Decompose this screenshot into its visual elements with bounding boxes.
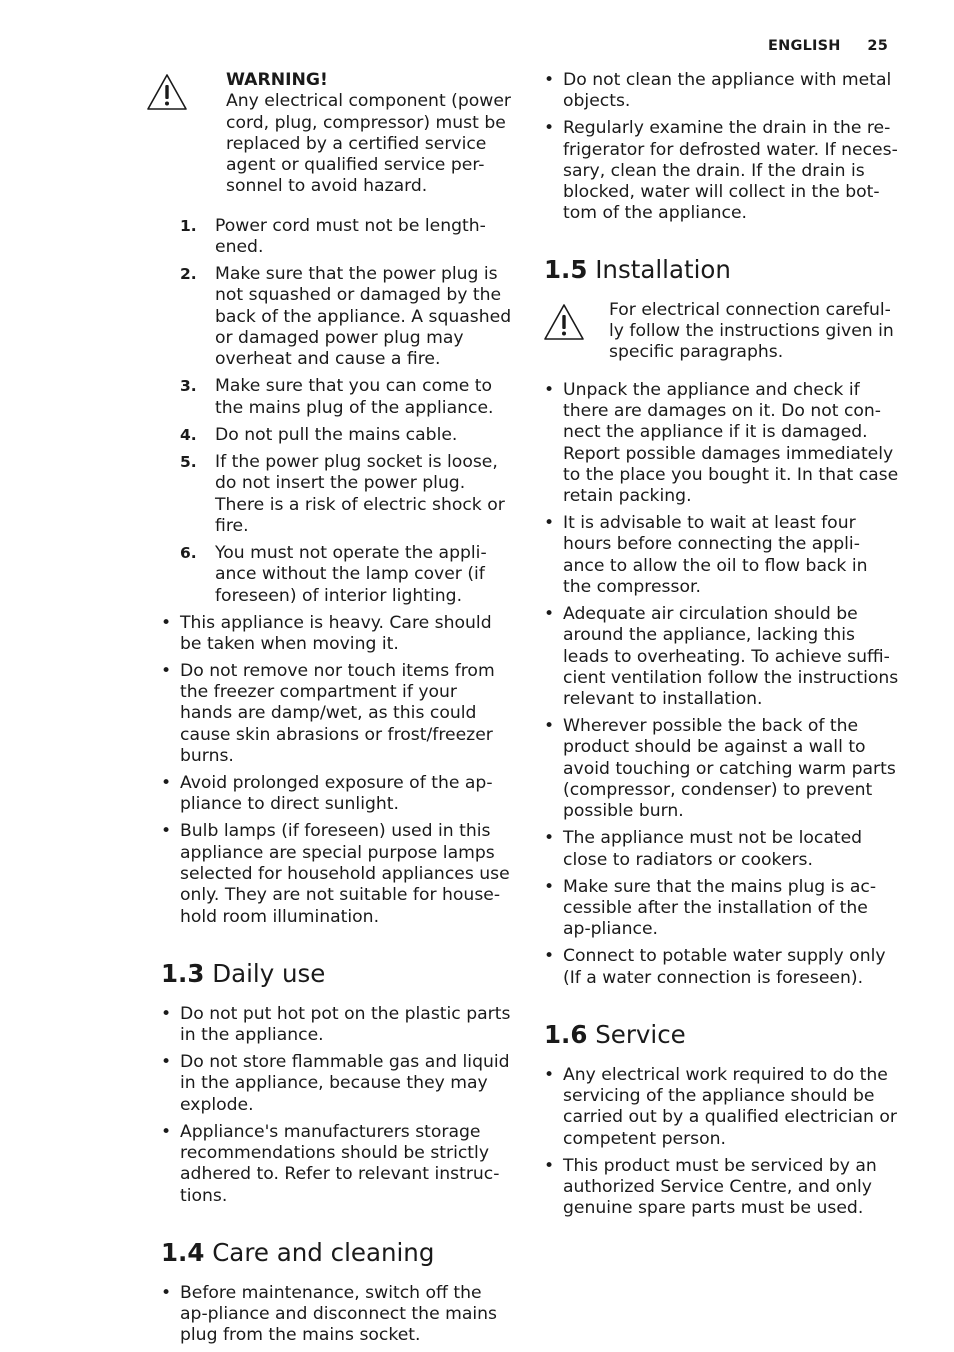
item-text: The appliance must not be located close to radiators or cookers.: [563, 828, 863, 870]
section-title: Daily use: [212, 958, 326, 988]
list-item: [146, 216, 512, 259]
item-text: You must not operate the appli-ance without the lamp cover (if foreseen) of interior lighting.: [215, 542, 487, 606]
bullet-icon: •: [544, 513, 555, 534]
list-item: [146, 264, 512, 370]
bullet-icon: •: [544, 876, 555, 897]
list-item: [146, 773, 512, 816]
item-text: Any electrical work required to do the servicing of the appliance should be carried out by a qualified electrician or competent person.: [563, 1064, 897, 1149]
item-text: Do not pull the mains cable.: [215, 424, 458, 445]
list-item: [543, 118, 899, 224]
list-item: [543, 70, 899, 113]
bullet-icon: •: [161, 1052, 172, 1073]
item-text: Bulb lamps (if foreseen) used in this appliance are special purpose lamps selected for household appliances use only. They are not suitable for house-hold room illumination.: [180, 821, 510, 927]
bullet-icon: •: [161, 773, 172, 794]
item-text: Regularly examine the drain in the re-frigerator for defrosted water. If neces-sary, clean the drain. If the drain is blocked, water will collect in the bot-tom of the appliance.: [563, 118, 898, 224]
numbered-list: [146, 216, 512, 607]
bullet-icon: •: [161, 1003, 172, 1024]
list-item: [543, 604, 899, 710]
left-column: [146, 70, 512, 1352]
bullet-list: [543, 380, 899, 989]
item-text: Do not remove nor touch items from the freezer compartment if your hands are damp/wet, as this could cause skin abrasions or frost/freezer burns.: [180, 660, 495, 767]
section-title: Installation: [595, 254, 731, 284]
bullet-icon: •: [544, 70, 555, 90]
item-text: Wherever possible the back of the product should be against a wall to avoid touching or catching warm parts (compressor, condenser) to prevent possible burn.: [563, 716, 896, 822]
section-heading-service: [544, 1020, 899, 1050]
section-title: Care and cleaning: [212, 1237, 435, 1267]
section-number: 1.6: [544, 1019, 588, 1049]
item-text: This appliance is heavy. Care should be taken when moving it.: [180, 612, 492, 654]
caution-text: For electrical connection careful-ly follow the instructions given in specific paragraphs.: [609, 299, 894, 363]
list-item: [543, 513, 899, 598]
item-number: 6.: [180, 543, 197, 562]
item-number: 2.: [180, 265, 197, 284]
list-item: [146, 543, 512, 607]
list-item: [146, 452, 512, 537]
item-text: Power cord must not be length-ened.: [215, 215, 486, 258]
item-number: 5.: [180, 452, 197, 471]
section-heading-daily-use: [161, 959, 512, 989]
bullet-icon: •: [161, 821, 172, 842]
section-number: 1.4: [161, 1237, 205, 1267]
item-text: Do not put hot pot on the plastic parts in the appliance.: [180, 1003, 511, 1046]
item-text: Before maintenance, switch off the ap-pliance and disconnect the mains plug from the mains socket.: [180, 1282, 498, 1346]
caution-box: [543, 300, 899, 364]
list-item: [146, 1122, 512, 1207]
item-text: Connect to potable water supply only (If a water connection is foreseen).: [563, 946, 886, 988]
bullet-list: [543, 1065, 899, 1220]
language-label: ENGLISH: [768, 38, 841, 54]
item-number: 4.: [180, 425, 197, 444]
right-column: [543, 70, 899, 1225]
warning-triangle-icon: [146, 73, 188, 111]
list-item: [543, 716, 899, 822]
list-item: [146, 1004, 512, 1047]
warning-text: Any electrical component (power cord, plug, compressor) must be replaced by a certified service agent or qualified service per-sonnel to avoid hazard.: [226, 91, 511, 197]
item-text: It is advisable to wait at least four hours before connecting the appli-ance to allow the oil to flow back in the compressor.: [563, 513, 868, 598]
bullet-icon: •: [161, 660, 172, 681]
item-text: If the power plug socket is loose, do not insert the power plug. There is a risk of electric shock or fire.: [215, 451, 505, 536]
bullet-icon: •: [544, 828, 555, 849]
section-heading-installation: [544, 255, 899, 285]
list-item: [543, 1065, 899, 1150]
item-text: Do not clean the appliance with metal objects.: [563, 70, 892, 112]
list-item: [146, 1283, 512, 1347]
page-number: 25: [867, 38, 888, 54]
list-item: [146, 425, 512, 446]
bullet-list: [146, 613, 512, 928]
list-item: [146, 1052, 512, 1116]
bullet-icon: •: [544, 716, 555, 737]
bullet-icon: •: [544, 379, 555, 400]
bullet-icon: •: [161, 612, 172, 633]
item-text: Appliance's manufacturers storage recommendations should be strictly adhered to. Refer to relevant instruc-tions.: [180, 1121, 500, 1206]
warning-title: WARNING!: [226, 70, 328, 90]
bullet-list: [146, 1004, 512, 1207]
list-item: [146, 661, 512, 767]
list-item: [543, 1156, 899, 1220]
item-number: 1.: [180, 216, 197, 235]
warning-box: [146, 70, 512, 198]
section-number: 1.5: [544, 254, 588, 284]
item-number: 3.: [180, 377, 197, 396]
list-item: [146, 613, 512, 656]
bullet-icon: •: [544, 118, 555, 139]
bullet-icon: •: [544, 946, 555, 967]
bullet-icon: •: [161, 1282, 172, 1303]
list-item: [543, 877, 899, 941]
section-number: 1.3: [161, 958, 205, 988]
section-heading-care-cleaning: [161, 1238, 512, 1268]
item-text: Adequate air circulation should be around the appliance, lacking this leads to overheating. To achieve suffi-cient ventilation follow the instructions relevant to installation.: [563, 604, 899, 710]
list-item: [543, 946, 899, 989]
item-text: Avoid prolonged exposure of the ap-pliance to direct sunlight.: [180, 773, 493, 815]
bullet-list: [543, 70, 899, 225]
bullet-list: [146, 1283, 512, 1347]
item-text: Unpack the appliance and check if there are damages on it. Do not con-nect the appliance if it is damaged. Report possible damages immediately to the place you bought it. In that case retain packing.: [563, 379, 899, 507]
item-text: This product must be serviced by an authorized Service Centre, and only genuine spare parts must be used.: [563, 1155, 877, 1219]
list-item: [146, 376, 512, 419]
bullet-icon: •: [544, 604, 555, 624]
bullet-icon: •: [544, 1155, 555, 1176]
item-text: Make sure that the mains plug is ac-cessible after the installation of the ap-pliance.: [563, 876, 877, 940]
bullet-icon: •: [161, 1121, 172, 1142]
item-text: Do not store flammable gas and liquid in the appliance, because they may explode.: [180, 1052, 510, 1115]
section-title: Service: [595, 1019, 686, 1049]
bullet-icon: •: [544, 1064, 555, 1085]
item-text: Make sure that you can come to the mains plug of the appliance.: [215, 376, 494, 418]
page-header: [768, 38, 888, 54]
list-item: [543, 380, 899, 508]
warning-triangle-icon: [543, 303, 585, 341]
item-text: Make sure that the power plug is not squashed or damaged by the back of the appliance. A squashed or damaged power plug may overheat and cause a fire.: [215, 264, 512, 370]
list-item: [543, 828, 899, 871]
list-item: [146, 821, 512, 927]
warning-content: [226, 70, 512, 198]
